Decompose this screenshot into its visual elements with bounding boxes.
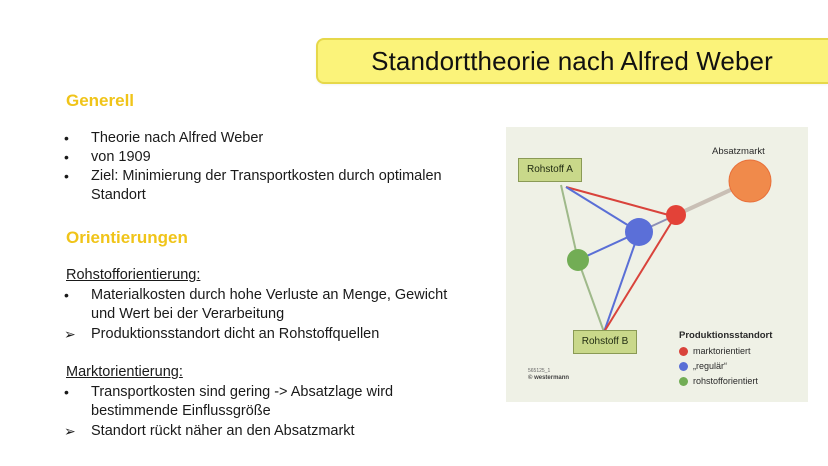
markt-item-1-cont: bestimmende Einflussgröße xyxy=(91,403,271,419)
heading-orientierungen: Orientierungen xyxy=(66,228,188,247)
rohstoff-item-2: Produktionsstandort dicht an Rohstoffquellen xyxy=(91,326,380,342)
absatzmarkt-circle xyxy=(729,160,771,202)
rohstoff-item-1-cont: und Wert bei der Verarbeitung xyxy=(91,306,285,322)
bullet-dot: • xyxy=(64,168,69,184)
markt-item-2: Standort rückt näher an den Absatzmarkt xyxy=(91,423,355,439)
legend-marktorientiert: marktorientiert xyxy=(693,346,751,356)
credit-code: 565125_1 xyxy=(528,368,551,374)
heading-marktorientierung: Marktorientierung: xyxy=(66,364,183,380)
line-a-markt xyxy=(566,187,676,217)
legend-rohstofforientiert: rohstofforientiert xyxy=(693,376,758,386)
heading-generell: Generell xyxy=(66,91,135,110)
rohstoff-b-box: Rohstoff B xyxy=(573,330,637,354)
page-title: Standorttheorie nach Alfred Weber xyxy=(371,46,773,76)
bullet-dot: • xyxy=(64,287,69,303)
credit-westermann: © westermann xyxy=(528,375,570,381)
rohstofforientiert-circle xyxy=(567,249,589,271)
absatzmarkt-label: Absatzmarkt xyxy=(712,146,765,157)
bullet-dot: • xyxy=(64,149,69,165)
legend-dot-rohstofforientiert xyxy=(679,377,688,386)
generell-item-1: Theorie nach Alfred Weber xyxy=(91,130,264,146)
bullet-arrow: ➢ xyxy=(64,326,76,342)
rohstoff-a-box: Rohstoff A xyxy=(518,158,582,182)
generell-item-3: Ziel: Minimierung der Transportkosten durch optimalen xyxy=(91,168,442,184)
bullet-dot: • xyxy=(64,130,69,146)
markt-item-1: Transportkosten sind gering -> Absatzlage wird xyxy=(91,384,394,400)
legend-dot-marktorientiert xyxy=(679,347,688,356)
legend-regulaer: „regulär“ xyxy=(693,361,728,371)
bullet-arrow: ➢ xyxy=(64,423,76,439)
bullet-dot: • xyxy=(64,384,69,400)
legend-title: Produktionsstandort xyxy=(679,330,773,341)
weber-diagram xyxy=(506,127,808,402)
regulaer-circle xyxy=(625,218,653,246)
generell-item-3-cont: Standort xyxy=(91,187,146,203)
rohstoff-item-1: Materialkosten durch hohe Verluste an Menge, Gewicht xyxy=(91,287,448,303)
legend-dot-regulaer xyxy=(679,362,688,371)
generell-item-2: von 1909 xyxy=(91,149,151,165)
marktorientiert-circle xyxy=(666,205,686,225)
heading-rohstofforientierung: Rohstofforientierung: xyxy=(66,267,201,283)
line-b-rohstoff xyxy=(578,260,604,332)
line-a-rohstoff xyxy=(561,185,578,260)
